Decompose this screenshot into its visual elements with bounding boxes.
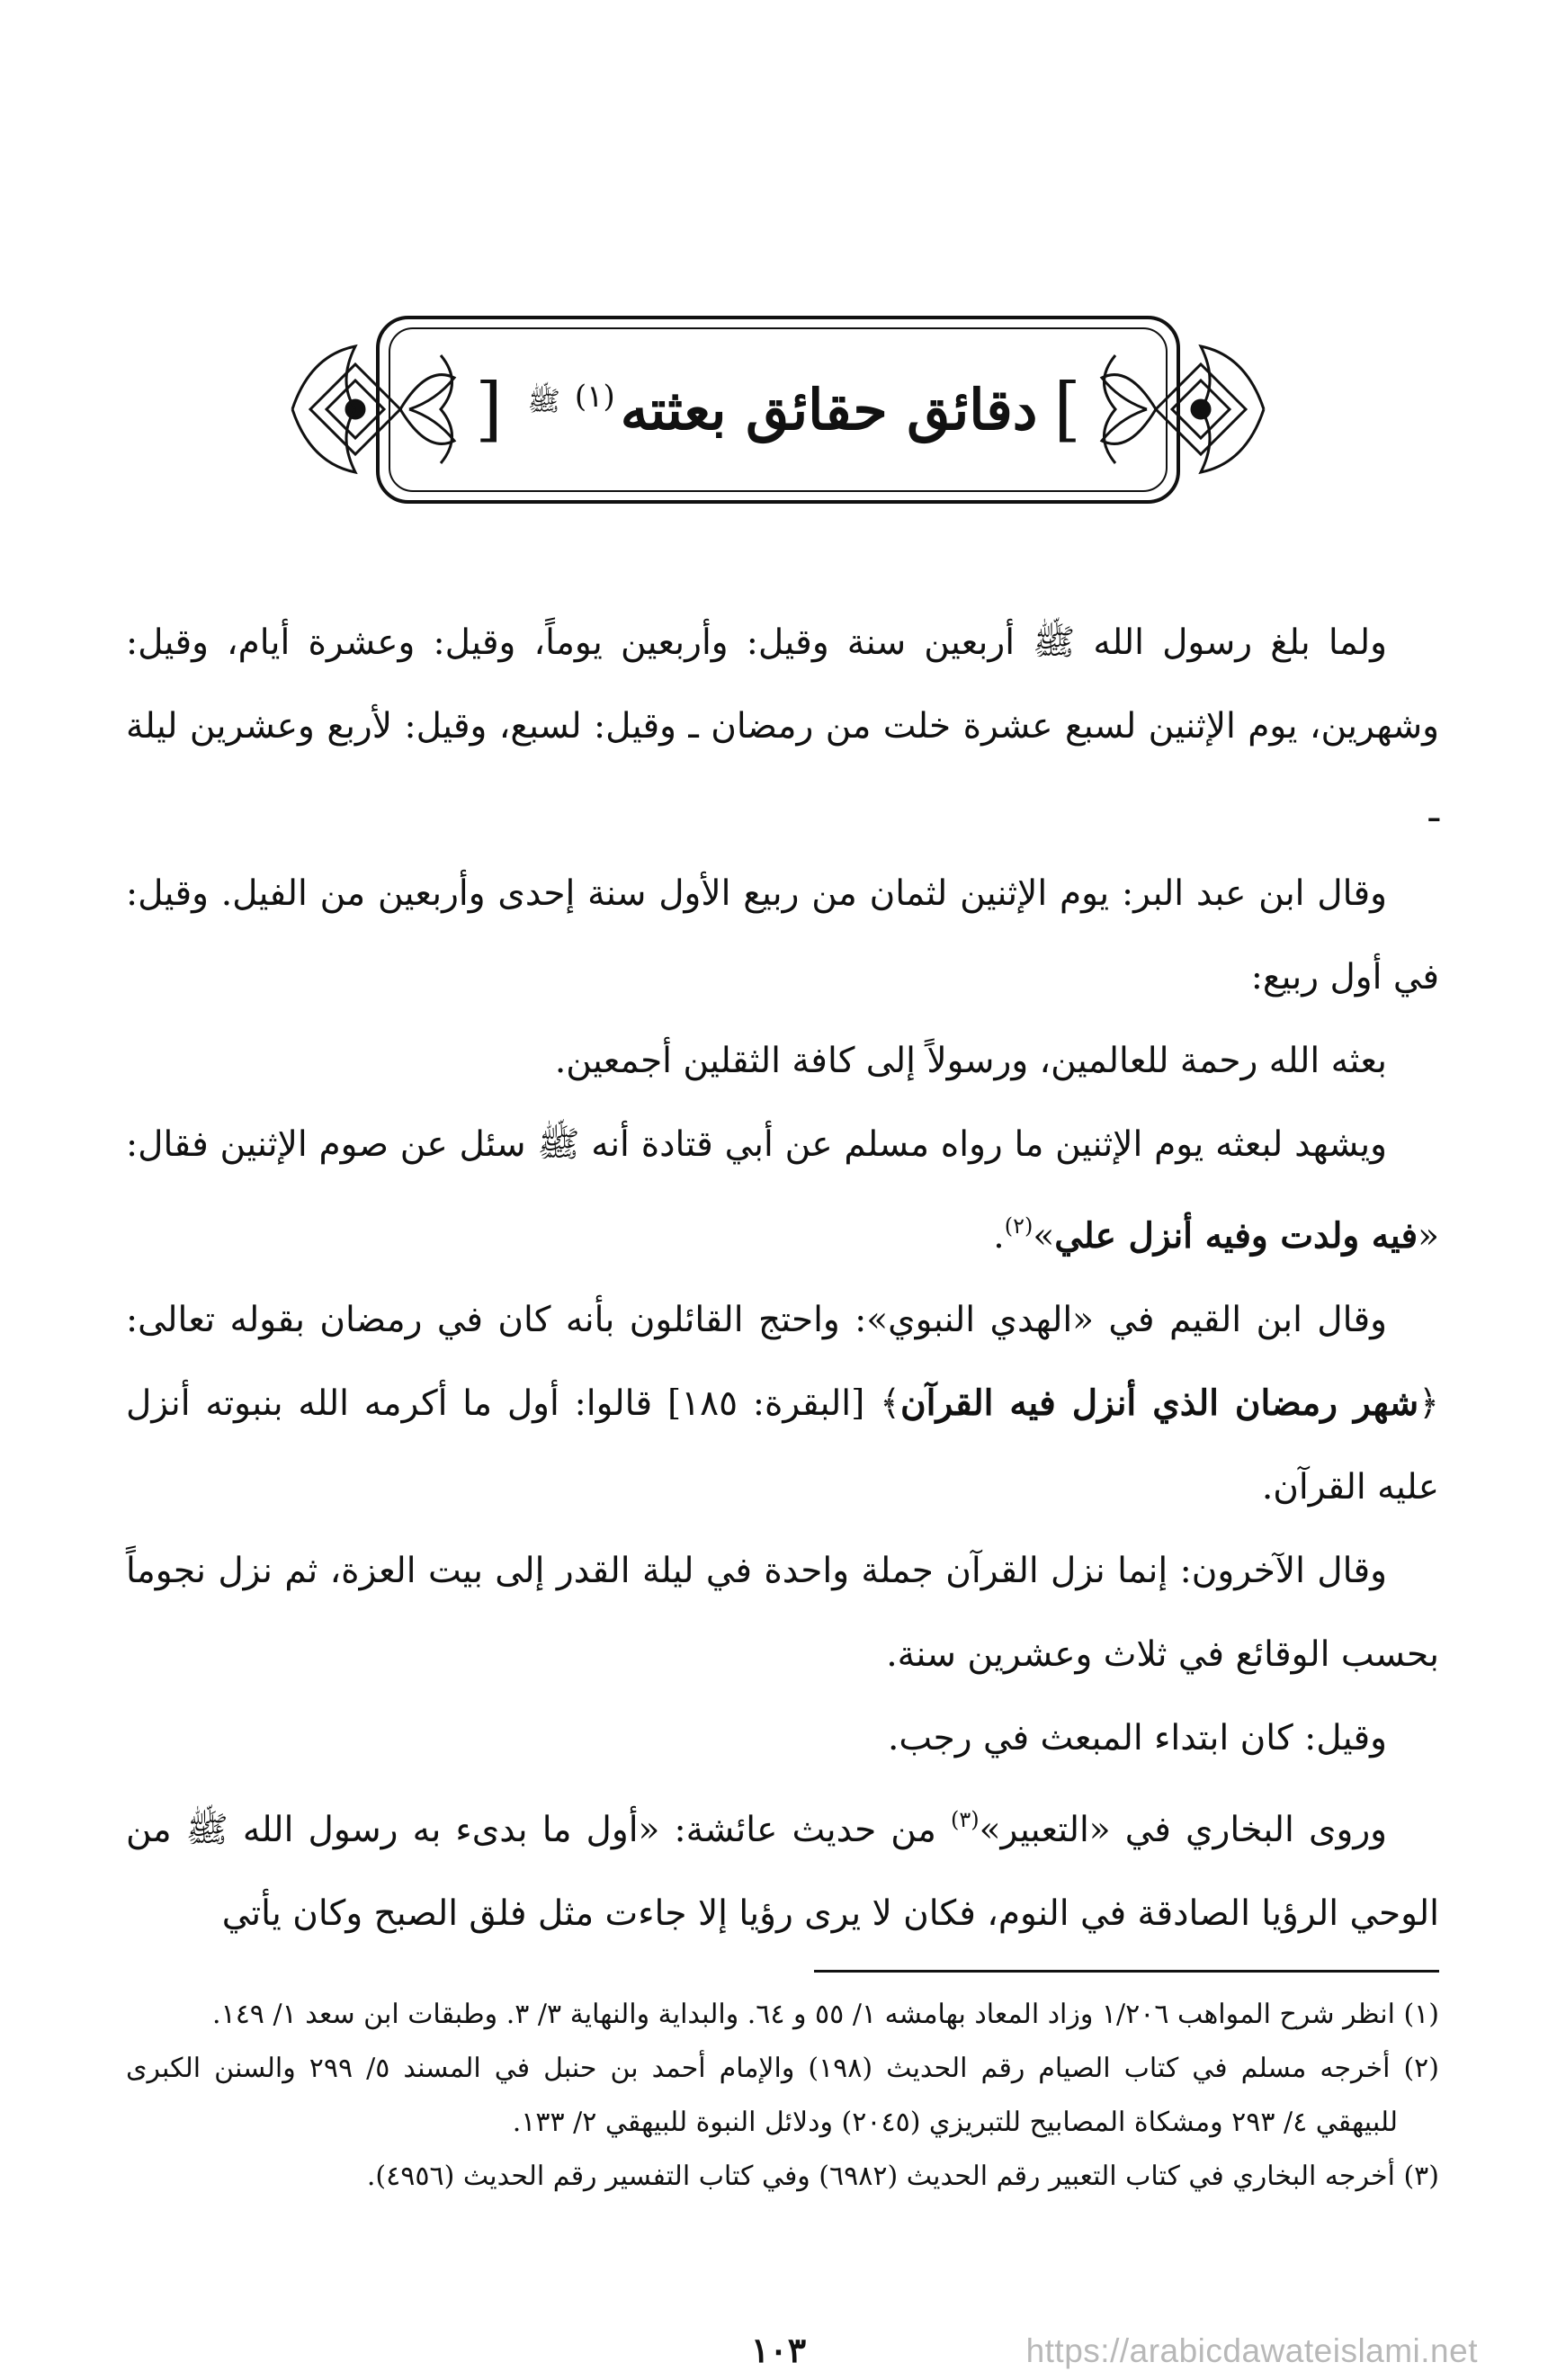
p4-footnote-marker: (٢)	[1004, 1213, 1034, 1239]
p5-after: ﴾ [البقرة: ١٨٥] قالوا: أول ما أكرمه الله بنبوته أنزل عليه القرآن.	[126, 1383, 1439, 1508]
main-text	[126, 601, 1439, 1955]
p4-end: .	[993, 1216, 1005, 1257]
p8-after: من حديث عائشة: «أول ما بدىء به رسول الله ﷺ من الوحي الرؤيا الصادقة في النوم، فكان لا يرى رؤيا إلا جاءت مثل فلق الصبح وكان يأتي	[126, 1810, 1439, 1934]
p4-hadith-quote: فيه ولدت وفيه أنزل علي	[1054, 1215, 1418, 1257]
footnote-3: (٣) أخرجه البخاري في كتاب التعبير رقم الحديث (٦٩٨٢) وفي كتاب التفسير رقم الحديث (٤٩٥٦).	[366, 2161, 1439, 2192]
page-number: ١٠٣	[750, 2330, 807, 2370]
footnote-separator	[814, 1970, 1439, 1973]
title-honorific: ﷺ	[527, 386, 560, 417]
paragraph-1: ولما بلغ رسول الله ﷺ أربعين سنة وقيل: وأربعين يوماً، وقيل: وعشرة أيام، وقيل: وشهرين، يوم الإثنين لسبع عشرة خلت من رمضان ـ وقيل: لسبع، وقيل: لأربع وعشرين ليلة ـ	[126, 622, 1439, 830]
paragraph-2: وقال ابن عبد البر: يوم الإثنين لثمان من ربيع الأول سنة إحدى وأربعين من الفيل. وقيل: في أول ربيع:	[126, 873, 1439, 998]
paragraph-7: وقيل: كان ابتداء المبعث في رجب.	[887, 1718, 1387, 1758]
paragraph-5	[126, 1278, 1439, 1529]
p8-before: وروى البخاري في «التعبير»	[979, 1810, 1387, 1850]
title-open-bracket: ]	[1053, 369, 1081, 450]
chapter-title	[283, 355, 1273, 463]
p5-quran-verse: شهر رمضان الذي أنزل فيه القرآن	[900, 1382, 1419, 1424]
paragraph-6: وقال الآخرون: إنما نزل القرآن جملة واحدة في ليلة القدر إلى بيت العزة، ثم نزل نجوماً بحسب الوقائع في ثلاث وعشرين سنة.	[126, 1551, 1439, 1675]
title-text: دقائق حقائق بعثته	[620, 376, 1038, 443]
paragraph-4	[126, 1103, 1439, 1278]
watermark-url: https://arabicdawateislami.net	[1025, 2332, 1478, 2369]
p8-footnote-marker: (٣)	[950, 1807, 980, 1832]
paragraph-3: بعثه الله رحمة للعالمين، ورسولاً إلى كافة الثقلين أجمعين.	[554, 1041, 1387, 1081]
chapter-header-ornament	[283, 301, 1273, 522]
paragraph-8	[126, 1780, 1439, 1955]
p4-close-quote: »	[1033, 1216, 1055, 1257]
footnotes	[126, 1988, 1439, 2204]
title-footnote-marker: (١)	[574, 379, 615, 415]
title-close-bracket: [	[475, 369, 503, 450]
p4-text: ويشهد لبعثه يوم الإثنين ما رواه مسلم عن أبي قتادة أنه ﷺ سئل عن صوم الإثنين فقال: «	[126, 1124, 1439, 1257]
footnote-2: (٢) أخرجه مسلم في كتاب الصيام رقم الحديث (١٩٨) والإمام أحمد بن حنبل في المسند ٥/ ٢٩٩ والسنن الكبرى للبيهقي ٤/ ٢٩٣ ومشكاة المصابيح للتبريزي (٢٠٤٥) ودلائل النبوة للبيهقي ٢/ ١٣٣.	[126, 2053, 1439, 2138]
p5-text: وقال ابن القيم في «الهدي النبوي»: واحتج القائلون بأنه كان في رمضان بقوله تعالى: ﴿	[126, 1300, 1439, 1424]
footnote-1: (١) انظر شرح المواهب ١/٢٠٦ وزاد المعاد بهامشه ١/ ٥٥ و ٦٤. والبداية والنهاية ٣/ ٣. وطبقات ابن سعد ١/ ١٤٩.	[212, 1999, 1439, 2030]
